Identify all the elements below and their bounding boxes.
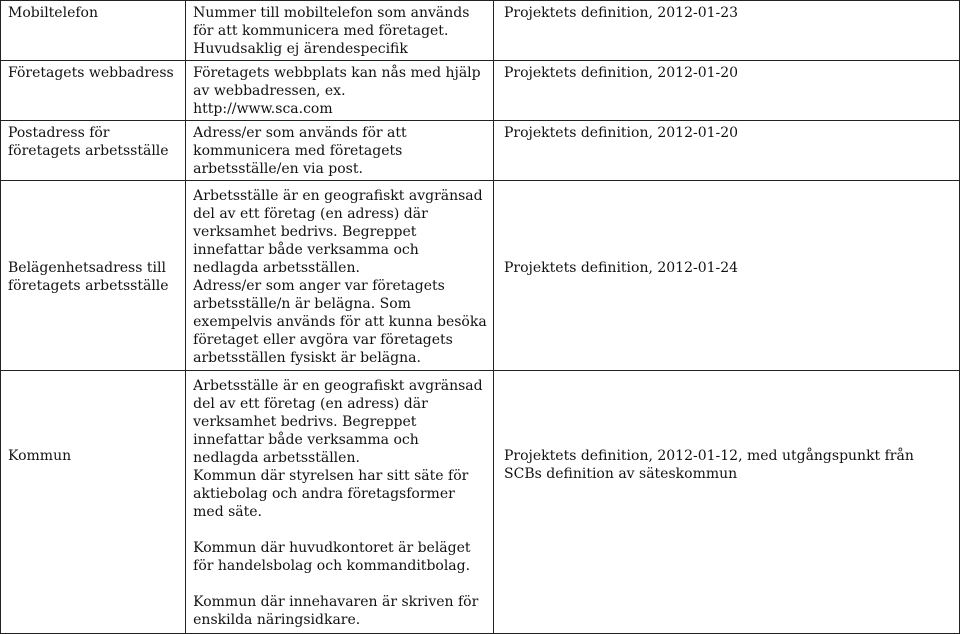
definition-paragraph: Kommun där huvudkontoret är beläget för handelsbolag och kommanditbolag. (193, 540, 471, 574)
definition-paragraph: Arbetsställe är en geografiskt avgränsad del av ett företag (en adress) där verksamhet bedrivs. Begreppet innefattar både verksamma och nedlagda arbetsställen. (193, 378, 483, 466)
table-row (1, 121, 960, 181)
definition-cell (186, 371, 494, 634)
term-cell (1, 181, 186, 371)
definition-cell (186, 61, 494, 121)
term-label: Kommun (8, 448, 72, 464)
source-label: Projektets definition, 2012-01-12, med utgångspunkt från SCBs definition av säteskommun (504, 448, 914, 482)
term-label: Belägenhetsadress till företagets arbetsställe (8, 260, 169, 294)
source-cell: Projektets definition, 2012-01-20 (494, 61, 960, 121)
definition-cell (186, 121, 494, 181)
term-cell: Mobiltelefon (1, 1, 186, 61)
table-row (1, 61, 960, 121)
definition-paragraph: Företagets webbplats kan nås med hjälp av webbadressen, ex. http://www.sca.com (193, 65, 481, 117)
source-cell: Projektets definition, 2012-01-23 (494, 1, 960, 61)
definition-paragraph: Kommun där innehavaren är skriven för enskilda näringsidkare. (193, 594, 479, 628)
source-cell (494, 371, 960, 634)
table-row (1, 1, 960, 61)
term-cell (1, 371, 186, 634)
definition-paragraph: Adress/er som används för att kommunicera med företagets arbetsställe/en via post. (193, 125, 407, 177)
definition-paragraph: Arbetsställe är en geografiskt avgränsad del av ett företag (en adress) där verksamhet bedrivs. Begreppet innefattar både verksamma och nedlagda arbetsställen. (193, 188, 483, 276)
source-cell: Projektets definition, 2012-01-20 (494, 121, 960, 181)
source-cell (494, 181, 960, 371)
table-row (1, 371, 960, 634)
term-cell: Företagets webbadress (1, 61, 186, 121)
definition-paragraph: Nummer till mobiltelefon som används för att kommunicera med företaget. Huvudsaklig ej ärendespecifik (193, 5, 470, 57)
definition-cell (186, 1, 494, 61)
definition-paragraph: Adress/er som anger var företagets arbetsställe/n är belägna. Som exempelvis används för att kunna besöka företaget eller avgöra var företagets arbetsställen fysiskt är belägna. (193, 278, 487, 366)
source-label: Projektets definition, 2012-01-24 (504, 260, 739, 276)
term-cell: Postadress för företagets arbetsställe (1, 121, 186, 181)
table-row (1, 181, 960, 371)
definition-paragraph: Kommun där styrelsen har sitt säte för aktiebolag och andra företagsformer med säte. (193, 468, 469, 520)
definition-cell (186, 181, 494, 371)
